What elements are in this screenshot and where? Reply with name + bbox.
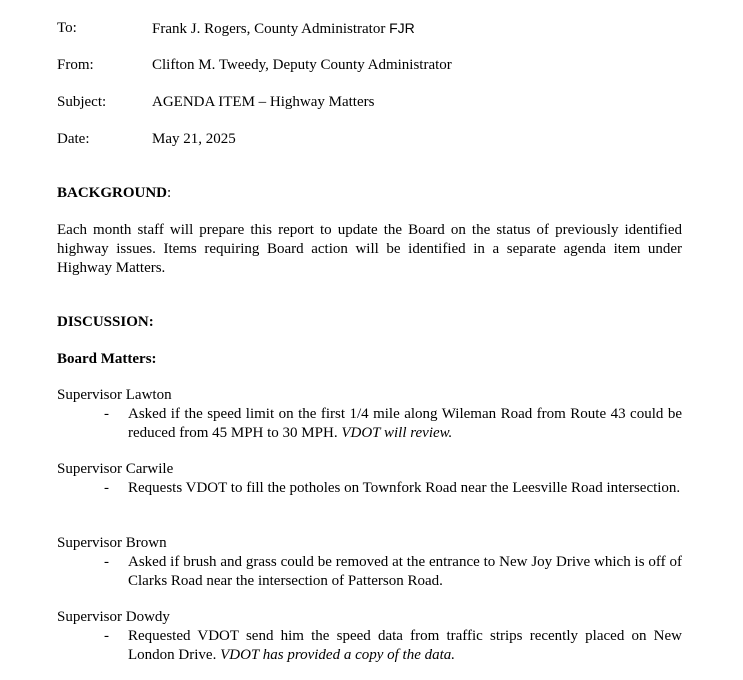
bullet-dash: - [104,628,109,644]
item-note: VDOT has provided a copy of the data. [220,647,456,663]
item-text: Requested VDOT send him the speed data from traffic strips recently placed on New London Drive. [128,628,682,663]
supervisor-name: Supervisor Dowdy [57,609,170,625]
item-text: Asked if the speed limit on the first 1/4 mile along Wileman Road from Route 43 could be reduced from 45 MPH to 30 MPH. [128,406,682,441]
bullet-dash: - [104,406,109,422]
memo-date-value: May 21, 2025 [152,131,236,147]
memo-to-value: Frank J. Rogers, County Administrator [152,21,386,37]
memo-from-row [57,55,697,75]
background-heading: BACKGROUND [57,185,168,201]
bullet-dash: - [104,480,109,496]
memo-from-value: Clifton M. Tweedy, Deputy County Administrator [152,57,452,73]
memo-to-row [57,18,697,38]
supervisor-name: Supervisor Lawton [57,387,172,403]
memo-subject-label: Subject: [57,94,107,110]
board-matters-heading: Board Matters: [57,351,157,367]
background-heading-line [57,184,171,203]
item-note: VDOT will review. [341,425,453,441]
background-paragraph: Each month staff will prepare this report to update the Board on the status of previously identified highway issues. Items requiring Board action will be identified in a separate agenda item under Highway Matters. [57,222,682,276]
memo-to-initials: FJR [389,20,415,36]
memo-from-label: From: [57,57,94,73]
bullet-dash: - [104,554,109,570]
memo-to-label: To: [57,20,77,36]
supervisor-item: Asked if brush and grass could be removed at the entrance to New Joy Drive which is off of Clarks Road near the intersection of Patterson Road. [128,554,682,589]
supervisor-item [128,627,682,665]
supervisor-item: Requests VDOT to fill the potholes on Townfork Road near the Leesville Road intersection. [128,480,681,496]
supervisor-name: Supervisor Carwile [57,461,174,477]
memo-date-row [57,129,697,149]
supervisor-name: Supervisor Brown [57,535,167,551]
discussion-heading: DISCUSSION: [57,314,154,330]
memo-date-label: Date: [57,131,90,147]
memo-subject-row [57,92,697,112]
memo-to-value-wrap [152,18,415,39]
supervisor-item [128,405,682,443]
memo-subject-value: AGENDA ITEM – Highway Matters [152,94,375,110]
background-heading-colon: : [167,185,172,201]
